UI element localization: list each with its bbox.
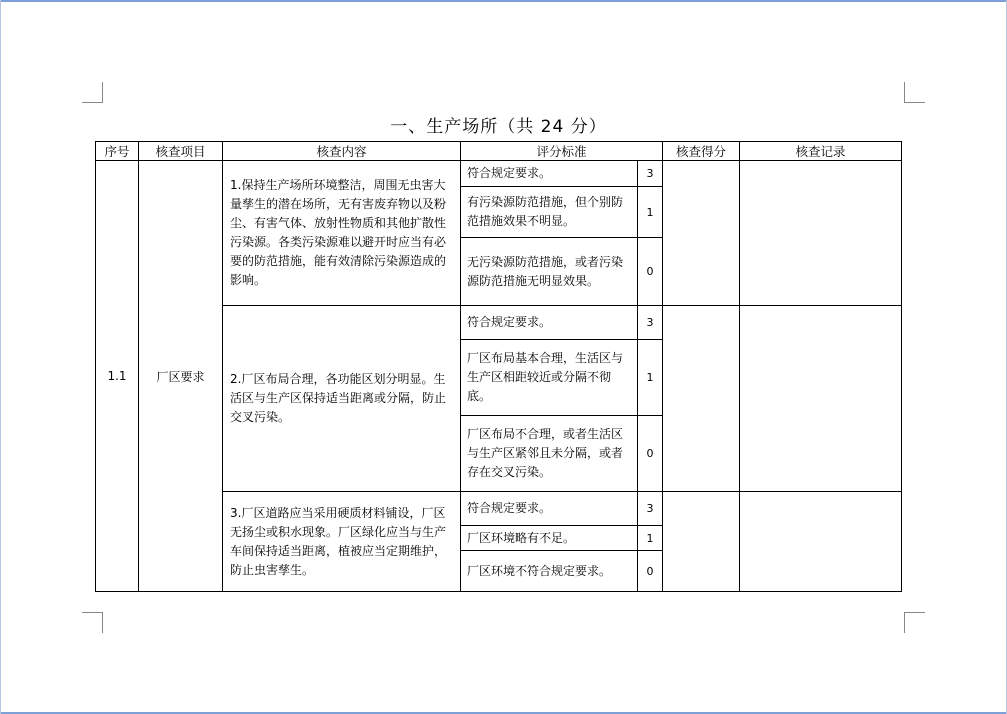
score-cell-3[interactable] <box>663 492 740 592</box>
page-corner-mark-bottom-right <box>904 612 925 633</box>
section-seq: 1.1 <box>96 161 139 592</box>
page-corner-mark-bottom-left <box>82 612 103 633</box>
header-seq: 序号 <box>96 142 139 161</box>
criterion-text: 厂区环境略有不足。 <box>461 526 638 551</box>
check-content-1: 1.保持生产场所环境整洁，周围无虫害大量孳生的潜在场所，无有害废弃物以及粉尘、有害气体、放射性物质和其他扩散性污染源。各类污染源难以避开时应当有必要的防范措施，能有效清除污染源造成的影响。 <box>223 161 461 306</box>
score-cell-2[interactable] <box>663 306 740 492</box>
criterion-text: 厂区布局不合理，或者生活区与生产区紧邻且未分隔，或者存在交叉污染。 <box>461 416 638 492</box>
check-content-3: 3.厂区道路应当采用硬质材料铺设，厂区无扬尘或积水现象。厂区绿化应当与生产车间保持适当距离，植被应当定期维护，防止虫害孳生。 <box>223 492 461 592</box>
page-corner-mark-top-right <box>904 82 925 103</box>
table-header-row <box>96 142 902 161</box>
criterion-points: 3 <box>638 161 663 187</box>
page-corner-mark-top-left <box>82 82 103 103</box>
page-title: 一、生产场所（共 24 分） <box>390 117 607 137</box>
criterion-text: 厂区布局基本合理，生活区与生产区相距较近或分隔不彻底。 <box>461 340 638 416</box>
record-cell-1[interactable] <box>740 161 902 306</box>
record-cell-2[interactable] <box>740 306 902 492</box>
header-score: 核查得分 <box>663 142 740 161</box>
criterion-text: 符合规定要求。 <box>461 306 638 340</box>
criterion-points: 0 <box>638 238 663 306</box>
header-item: 核查项目 <box>139 142 223 161</box>
table-row <box>96 161 902 187</box>
criterion-points: 1 <box>638 526 663 551</box>
criterion-points: 1 <box>638 340 663 416</box>
criterion-points: 0 <box>638 416 663 492</box>
criterion-text: 厂区环境不符合规定要求。 <box>461 551 638 592</box>
criterion-points: 3 <box>638 492 663 526</box>
window-left-border <box>0 0 1 714</box>
record-cell-3[interactable] <box>740 492 902 592</box>
score-cell-1[interactable] <box>663 161 740 306</box>
check-content-2: 2.厂区布局合理，各功能区划分明显。生活区与生产区保持适当距离或分隔，防止交叉污染。 <box>223 306 461 492</box>
header-content: 核查内容 <box>223 142 461 161</box>
criterion-text: 无污染源防范措施，或者污染源防范措施无明显效果。 <box>461 238 638 306</box>
criterion-text: 有污染源防范措施，但个别防范措施效果不明显。 <box>461 187 638 238</box>
header-record: 核查记录 <box>740 142 902 161</box>
section-item: 厂区要求 <box>139 161 223 592</box>
criterion-points: 1 <box>638 187 663 238</box>
window-top-border <box>0 0 1007 2</box>
criterion-points: 0 <box>638 551 663 592</box>
header-criteria: 评分标准 <box>461 142 663 161</box>
inspection-table <box>95 141 902 592</box>
criterion-text: 符合规定要求。 <box>461 161 638 187</box>
criterion-points: 3 <box>638 306 663 340</box>
criterion-text: 符合规定要求。 <box>461 492 638 526</box>
